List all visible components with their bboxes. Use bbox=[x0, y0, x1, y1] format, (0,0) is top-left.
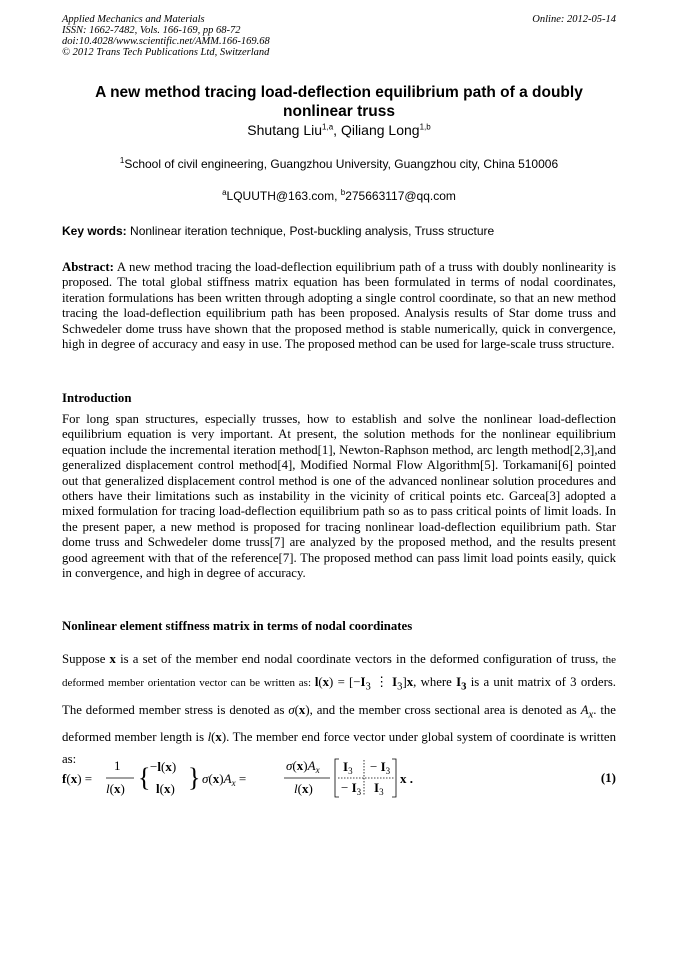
journal-name: Applied Mechanics and Materials bbox=[62, 14, 205, 25]
svg-text:−l(x): −l(x) bbox=[150, 759, 177, 774]
online-date: Online: 2012-05-14 bbox=[532, 14, 616, 25]
svg-text:σ(x)Ax =: $\sigma(x)A_x$ = bbox=[202, 771, 247, 788]
equation-number: (1) bbox=[600, 770, 616, 785]
para-text: Suppose bbox=[62, 652, 110, 666]
author-sup: 1,b bbox=[419, 122, 431, 132]
svg-text:f(x) =: f(x) = bbox=[62, 771, 93, 786]
svg-text:l(x): l(x) bbox=[106, 781, 125, 796]
svg-text:{: { bbox=[138, 763, 151, 792]
email-address: LQUUTH@163.com bbox=[226, 189, 335, 203]
math-length: l(x) bbox=[207, 730, 227, 745]
email-address: 275663117@qq.com bbox=[345, 189, 456, 203]
keywords-text: Nonlinear iteration technique, Post-buckling analysis, Truss structure bbox=[126, 224, 495, 238]
math-stress-arg: (x) bbox=[294, 702, 310, 717]
section-paragraph bbox=[62, 648, 616, 770]
keywords bbox=[62, 224, 616, 239]
author-separator: , bbox=[333, 122, 341, 138]
para-text: . The member end force vector under global system of coordinate is written as: bbox=[62, 730, 616, 767]
equation-1 bbox=[62, 756, 616, 800]
author-name: Qiliang Long bbox=[340, 122, 420, 138]
doi-line: doi:10.4028/www.scientific.net/AMM.166-169.68 bbox=[62, 36, 270, 47]
paper-title: A new method tracing load-deflection equilibrium path of a doubly nonlinear truss bbox=[95, 84, 583, 120]
para-text: , where bbox=[413, 675, 457, 689]
svg-text:− I3: − $I_3$ bbox=[370, 759, 391, 776]
copyright-line: © 2012 Trans Tech Publications Ltd, Switzerland bbox=[62, 47, 270, 58]
introduction-text: For long span structures, especially trusses, how to establish and solve the nonlinear load-deflection equilibrium equation is very important. At present, the solution methods for the nonlinear equilibrium equation include the incremental iteration method[1], Newton-Raphson method, arc length method[2,3],and generalized displacement control method[4], Modified Normal Flow Algorithm[5]. Torkamani[6] pointed out that generalized displacement control method is one of the advanced nonlinear solution procedures and others have their limitations such as instability in the vicinity of critical points etc. Garcea[3] adopted a mixed formulation for tracing load-deflection equilibrium path so as to pass critical points of limit loads. In the present paper, a new method is proposed for tracing nonlinear load-deflection equilibrium path. Star dome truss and Schwedeler dome truss[7] are analyzed by the proposed method, and the results present good agreement with that of the reference[7]. The proposed method can pass limit load points easily, quick in convergence, and high in degree of accuracy. bbox=[62, 412, 616, 581]
svg-text:I3: $I_3$ bbox=[374, 780, 384, 797]
email-sup: b bbox=[340, 188, 346, 197]
affiliation-sup: 1 bbox=[119, 156, 125, 165]
math-stress: σ bbox=[288, 702, 295, 717]
introduction-heading: Introduction bbox=[62, 391, 132, 405]
email-line bbox=[62, 188, 616, 204]
para-text: is a set of the member end nodal coordinate vectors in the deformed configuration of truss, bbox=[120, 652, 603, 666]
abstract-text: A new method tracing the load-deflection equilibrium path of a truss with doubly nonlinearity is proposed. The total global stiffness matrix equation has been formulated in terms of nodal coordinates, iteration formulations has been written through adopting a single control coordinate, so that an new method tracing the load-deflection equilibrium path has been proposed. Analysis results of Star dome truss and Schwedeler dome truss have shown that the proposed method is stable numerically, quick in convergence, high in degree of accuracy and easy in use. The proposed method can be used for large-scale truss structure. bbox=[62, 260, 616, 352]
author-line bbox=[62, 121, 616, 139]
svg-text:l(x): l(x) bbox=[156, 781, 175, 796]
para-text: , and the member cross sectional area is denoted as bbox=[309, 702, 581, 717]
math-unit-matrix: $I_3$ bbox=[456, 675, 467, 693]
journal-header bbox=[62, 14, 616, 58]
svg-text:I3: $I_3$ bbox=[343, 759, 353, 776]
affiliation bbox=[62, 156, 616, 172]
abstract bbox=[62, 260, 616, 352]
para-text: . the deformed member length is bbox=[62, 702, 616, 745]
svg-text:l(x): l(x) bbox=[294, 781, 313, 796]
author-name: Shutang Liu bbox=[247, 122, 323, 138]
para-text: is a unit matrix of 3 orders. The deformed member stress is denoted as bbox=[62, 675, 617, 717]
abstract-label: Abstract: bbox=[62, 260, 114, 274]
para-text: the deformed member orientation vector can be written as: bbox=[62, 654, 616, 689]
math-area: $A_x$ bbox=[580, 702, 594, 721]
equation-graphic bbox=[62, 756, 422, 800]
affiliation-text: School of civil engineering, Guangzhou University, Guangzhou city, China 510006 bbox=[124, 157, 559, 171]
svg-text:1: 1 bbox=[114, 758, 121, 773]
issn-line: ISSN: 1662-7482, Vols. 166-169, pp 68-72 bbox=[62, 25, 241, 36]
math-orientation-vector: $l(x) = [-I_3$ ⋮ $I_3]x$ bbox=[314, 675, 414, 693]
svg-text:x .: x . bbox=[400, 771, 413, 786]
svg-text:}: } bbox=[188, 763, 201, 792]
math-x: x bbox=[109, 652, 121, 666]
svg-text:σ(x)Ax: $\sigma(x)A_x$ bbox=[286, 758, 320, 775]
email-separator: , bbox=[334, 189, 341, 203]
email-sup: a bbox=[222, 188, 227, 197]
keywords-label: Key words: bbox=[62, 224, 127, 238]
svg-text:− I3: − $I_3$ bbox=[341, 780, 362, 797]
author-sup: 1,a bbox=[322, 122, 334, 132]
section-heading: Nonlinear element stiffness matrix in terms of nodal coordinates bbox=[62, 619, 413, 633]
